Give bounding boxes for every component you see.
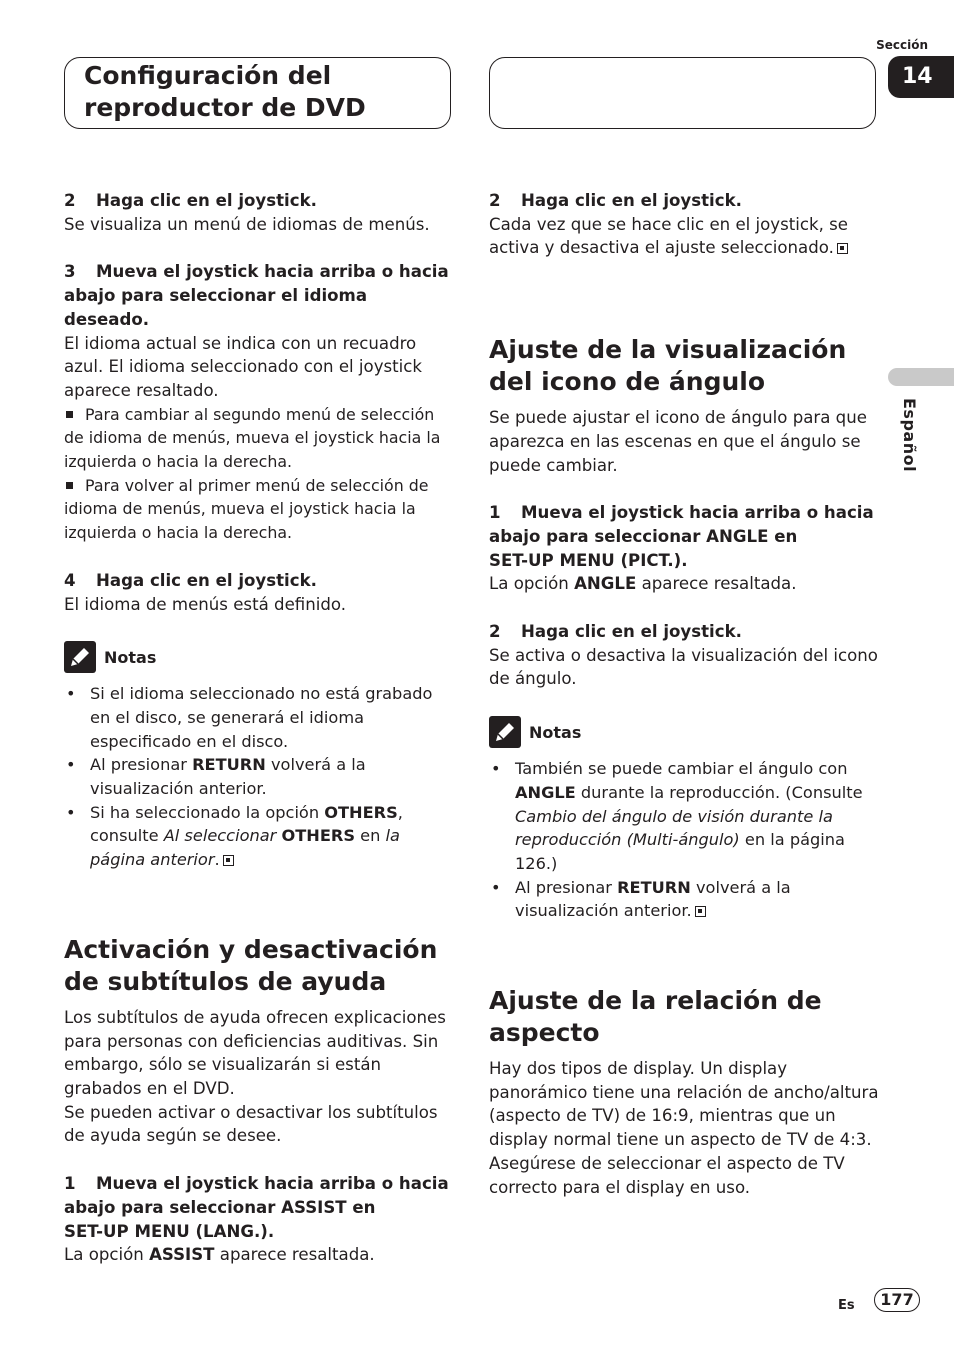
- paragraph: Los subtítulos de ayuda ofrecen explicaciones para personas con deficiencias auditivas. Sin embargo, sólo se visualizarán si están grabados en el DVD.: [64, 1007, 446, 1098]
- bullet-item: Para cambiar al segundo menú de selección de idioma de menús, mueva el joystick hacia la izquierda o hacia la derecha.: [64, 404, 441, 472]
- note-item: • Al presionar RETURN volverá a la visualización anterior.: [491, 877, 791, 921]
- step-text: La opción ASSIST aparece resaltada.: [64, 1245, 375, 1265]
- step-heading: 2 Haga clic en el joystick.: [64, 191, 317, 210]
- step-heading: 1 Mueva el joystick hacia arriba o hacia abajo para seleccionar ASSIST en: [64, 1174, 449, 1217]
- pencil-note-icon: [489, 716, 521, 748]
- note-item: • Al presionar RETURN volverá a la visualización anterior.: [66, 755, 366, 799]
- section-heading: Ajuste de la relación de aspecto: [489, 986, 822, 1048]
- step-text: El idioma actual se indica con un recuadro azul. El idioma seleccionado con el joystick aparece resaltado.: [64, 333, 423, 400]
- page-title: Configuración del reproductor de DVD: [84, 61, 366, 122]
- section-number-badge: 14: [888, 56, 954, 98]
- end-mark-icon: [695, 906, 706, 917]
- step-heading-continued: SET-UP MENU (LANG.).: [64, 1221, 275, 1241]
- section-heading: Activación y desactivación de subtítulos de ayuda: [64, 934, 438, 996]
- square-bullet-icon: [66, 411, 73, 418]
- bullet-item: Para volver al primer menú de selección de idioma de menús, mueva el joystick hacia la izquierda o hacia la derecha.: [64, 475, 429, 543]
- paragraph: Se pueden activar o desactivar los subtítulos de ayuda según se desee.: [64, 1102, 438, 1146]
- note-item: • También se puede cambiar el ángulo con ANGLE durante la reproducción. (Consulte Cambio del ángulo de visión durante la reproducción (Multi-ángulo) en la página 126.): [491, 759, 863, 873]
- step-heading: 1 Mueva el joystick hacia arriba o hacia abajo para seleccionar ANGLE en: [489, 503, 874, 546]
- left-column: [64, 189, 456, 1267]
- square-bullet-icon: [66, 482, 73, 489]
- language-tab-label: Español: [900, 398, 919, 473]
- step-heading: 2 Haga clic en el joystick.: [489, 191, 742, 210]
- step-text: El idioma de menús está definido.: [64, 594, 347, 614]
- note-item: • Si el idioma seleccionado no está grabado en el disco, se generará el idioma especificado en el disco.: [66, 684, 433, 751]
- footer-language-code: Es: [838, 1298, 855, 1313]
- page-number: 177: [874, 1288, 920, 1312]
- pencil-note-icon: [64, 641, 96, 673]
- step-text: Se activa o desactiva la visualización del icono de ángulo.: [489, 645, 878, 689]
- section-heading: Ajuste de la visualización del icono de ángulo: [489, 335, 847, 397]
- notes-header: Notas: [489, 715, 881, 749]
- step-text: Cada vez que se hace clic en el joystick, se activa y desactiva el ajuste seleccionado.: [489, 214, 849, 258]
- notes-header: Notas: [64, 640, 456, 674]
- paragraph: Hay dos tipos de display. Un display panorámico tiene una relación de ancho/altura (aspecto de TV) de 16:9, mientras que un display normal tiene un aspecto de TV de 4:3. Asegúrese de seleccionar el aspecto de TV correcto para el display en uso.: [489, 1059, 879, 1197]
- step-heading: 3 Mueva el joystick hacia arriba o hacia abajo para seleccionar el idioma deseado.: [64, 262, 449, 329]
- section-label: Sección: [876, 38, 928, 52]
- note-item: • Si ha seleccionado la opción OTHERS, consulte Al seleccionar OTHERS en la página anterior.: [66, 802, 403, 870]
- step-text: Se visualiza un menú de idiomas de menús.: [64, 214, 430, 234]
- right-column: [489, 189, 881, 1199]
- step-text: La opción ANGLE aparece resaltada.: [489, 574, 797, 594]
- step-heading: 2 Haga clic en el joystick.: [489, 622, 742, 642]
- end-mark-icon: [223, 855, 234, 866]
- paragraph: Se puede ajustar el icono de ángulo para que aparezca en las escenas en que el ángulo se puede cambiar.: [489, 408, 867, 475]
- end-mark-icon: [837, 243, 848, 254]
- step-heading: 4 Haga clic en el joystick.: [64, 570, 317, 590]
- header-empty-box: [489, 57, 876, 129]
- language-tab-bar: [888, 368, 954, 386]
- step-heading-continued: SET-UP MENU (PICT.).: [489, 550, 688, 570]
